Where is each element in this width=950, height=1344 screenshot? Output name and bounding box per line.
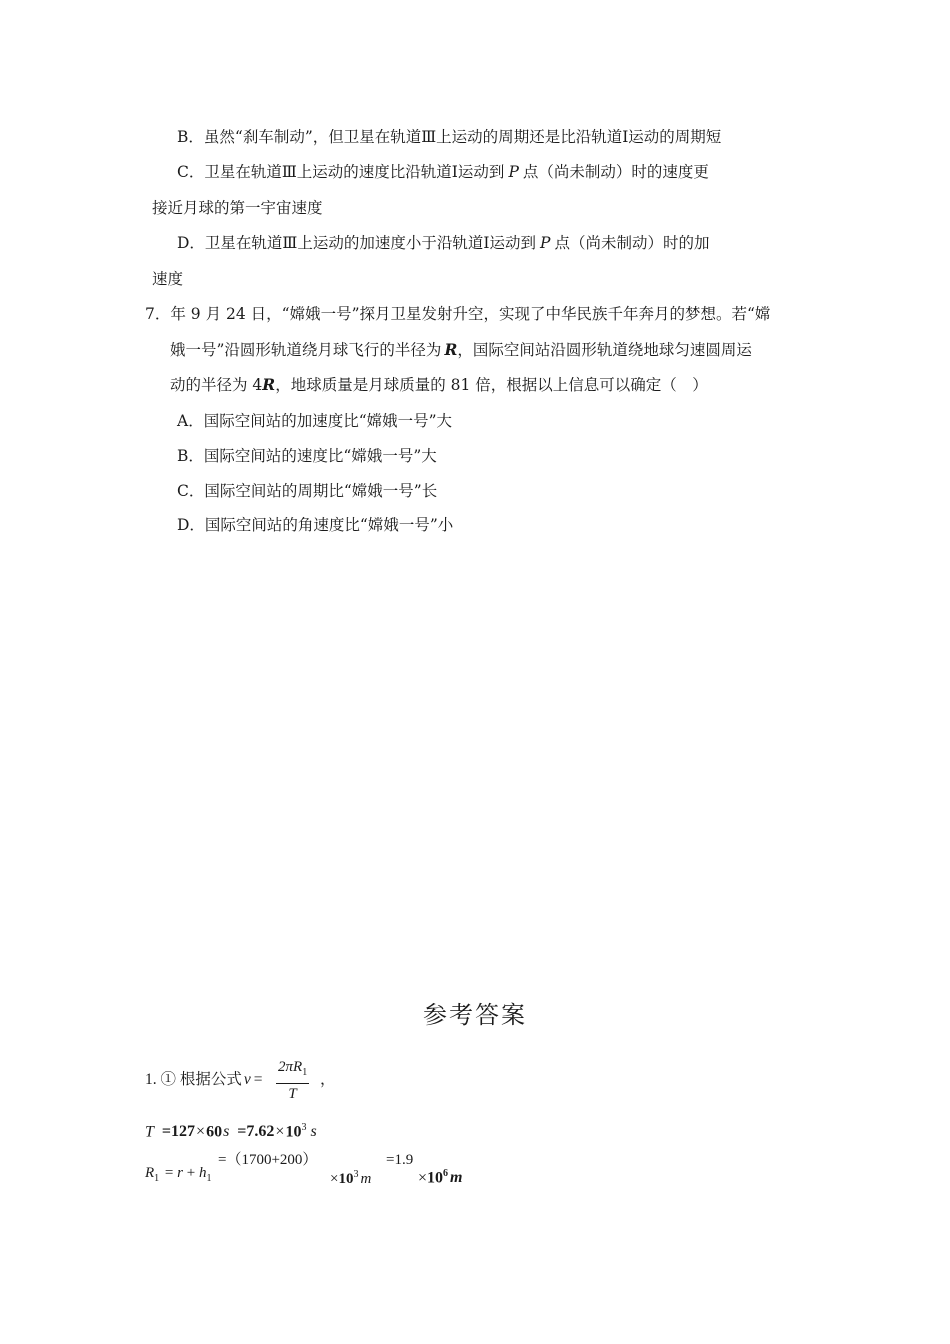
q6-option-d-text-b: 点（尚未制动）时的加 bbox=[554, 234, 710, 252]
q6-option-d-point-p: P bbox=[540, 234, 551, 252]
q7-radius-4r: R bbox=[262, 375, 276, 394]
q6-option-d-line2: 速度 bbox=[152, 270, 184, 288]
answer-3-radius bbox=[145, 1163, 211, 1189]
answer-3-exp-a: 3 bbox=[353, 1169, 359, 1180]
q6-option-c-text-b: 点（尚未制动）时的速度更 bbox=[522, 163, 709, 181]
answer-2-exponent: 3 bbox=[301, 1122, 307, 1133]
answer-3-times-1: × bbox=[330, 1171, 339, 1187]
answer-3-h: h bbox=[198, 1165, 207, 1181]
q7-radius-r: R bbox=[444, 340, 458, 359]
answer-2-period bbox=[145, 1118, 317, 1142]
answer-3-m1: m bbox=[360, 1171, 372, 1187]
answer-2-value-60: 60 bbox=[206, 1123, 223, 1141]
answer-3-scale-a bbox=[330, 1165, 371, 1189]
answer-1-comma: ， bbox=[320, 1071, 336, 1088]
answer-2-times-1: × bbox=[196, 1123, 206, 1141]
fraction-denominator: T bbox=[288, 1086, 297, 1102]
answer-2-value-127: =127 bbox=[161, 1123, 196, 1141]
answer-3-paren: =（1700+200） bbox=[218, 1152, 318, 1168]
q7-option-a: A．国际空间站的加速度比“嫦娥一号”大 bbox=[177, 412, 453, 430]
numerator-subscript: 1 bbox=[302, 1067, 308, 1078]
q6-option-d-line1 bbox=[177, 233, 709, 253]
answer-3-exp-b: 6 bbox=[443, 1168, 449, 1179]
answer-2-unit-s1: s bbox=[223, 1123, 230, 1141]
answer-3-R-sub: 1 bbox=[154, 1173, 160, 1184]
answer-1-prefix bbox=[145, 1070, 266, 1090]
fraction-numerator bbox=[276, 1058, 309, 1082]
answers-title: 参考答案 bbox=[423, 1001, 527, 1029]
numerator-text: 2πR bbox=[278, 1059, 303, 1075]
answer-1-label: 1. ① 根据公式 bbox=[145, 1071, 242, 1088]
answer-1-fraction bbox=[276, 1058, 309, 1103]
answer-3-scale-b bbox=[418, 1164, 462, 1188]
answer-1-v: v bbox=[243, 1071, 251, 1088]
q7-option-c: C．国际空间站的周期比“嫦娥一号”长 bbox=[177, 482, 438, 500]
q7-stem-line3 bbox=[170, 375, 708, 395]
answer-3-plus: + bbox=[186, 1165, 196, 1181]
answer-3-r: r bbox=[177, 1165, 183, 1181]
answer-2-T: T bbox=[145, 1123, 154, 1141]
answer-2-ten: 10 bbox=[285, 1123, 302, 1141]
answer-1-eq: = bbox=[253, 1071, 263, 1088]
q7-option-b: B．国际空间站的速度比“嫦娥一号”大 bbox=[177, 447, 437, 465]
q6-option-c-point-p: P bbox=[508, 163, 519, 181]
q6-option-d-text-a: D．卫星在轨道Ⅲ上运动的加速度小于沿轨道Ⅰ运动到 bbox=[177, 234, 536, 252]
answer-3-eq: = bbox=[164, 1165, 174, 1181]
q6-option-c-line1 bbox=[177, 162, 709, 182]
answer-3-ten-b: 10 bbox=[427, 1169, 444, 1187]
answer-2-times-2: × bbox=[275, 1123, 285, 1141]
answer-3-value: =1.9 bbox=[386, 1152, 414, 1168]
fraction-bar bbox=[276, 1083, 309, 1084]
answer-3-h-sub: 1 bbox=[206, 1173, 212, 1184]
q7-stem-text-a: 娥一号”沿圆形轨道绕月球飞行的半径为 bbox=[170, 341, 442, 359]
q7-stem-line1: 7．年 9 月 24 日，“嫦娥一号”探月卫星发射升空，实现了中华民族千年奔月的梦想。若“嫦 bbox=[145, 305, 771, 323]
q6-option-b: B．虽然“刹车制动”，但卫星在轨道Ⅲ上运动的周期还是比沿轨道Ⅰ运动的周期短 bbox=[177, 128, 722, 146]
q6-option-c-line2: 接近月球的第一宇宙速度 bbox=[152, 199, 323, 217]
q7-stem-text-d: ，地球质量是月球质量的 81 倍，根据以上信息可以确定（ ） bbox=[275, 376, 708, 394]
q7-option-d: D．国际空间站的角速度比“嫦娥一号”小 bbox=[177, 516, 454, 534]
answer-2-value-762: =7.62 bbox=[237, 1123, 275, 1141]
q7-stem-line2 bbox=[170, 340, 752, 360]
answer-3-R: R bbox=[145, 1165, 155, 1181]
answer-3-ten-a: 10 bbox=[338, 1171, 354, 1187]
answer-3-m2: m bbox=[450, 1169, 463, 1187]
q7-stem-text-b: ，国际空间站沿圆形轨道绕地球匀速圆周运 bbox=[457, 341, 752, 359]
q7-stem-text-c: 动的半径为 4 bbox=[170, 376, 263, 394]
answer-2-unit-s2: s bbox=[310, 1123, 317, 1141]
q6-option-c-text-a: C．卫星在轨道Ⅲ上运动的速度比沿轨道Ⅰ运动到 bbox=[177, 163, 505, 181]
answer-3-times-2: × bbox=[418, 1169, 428, 1187]
